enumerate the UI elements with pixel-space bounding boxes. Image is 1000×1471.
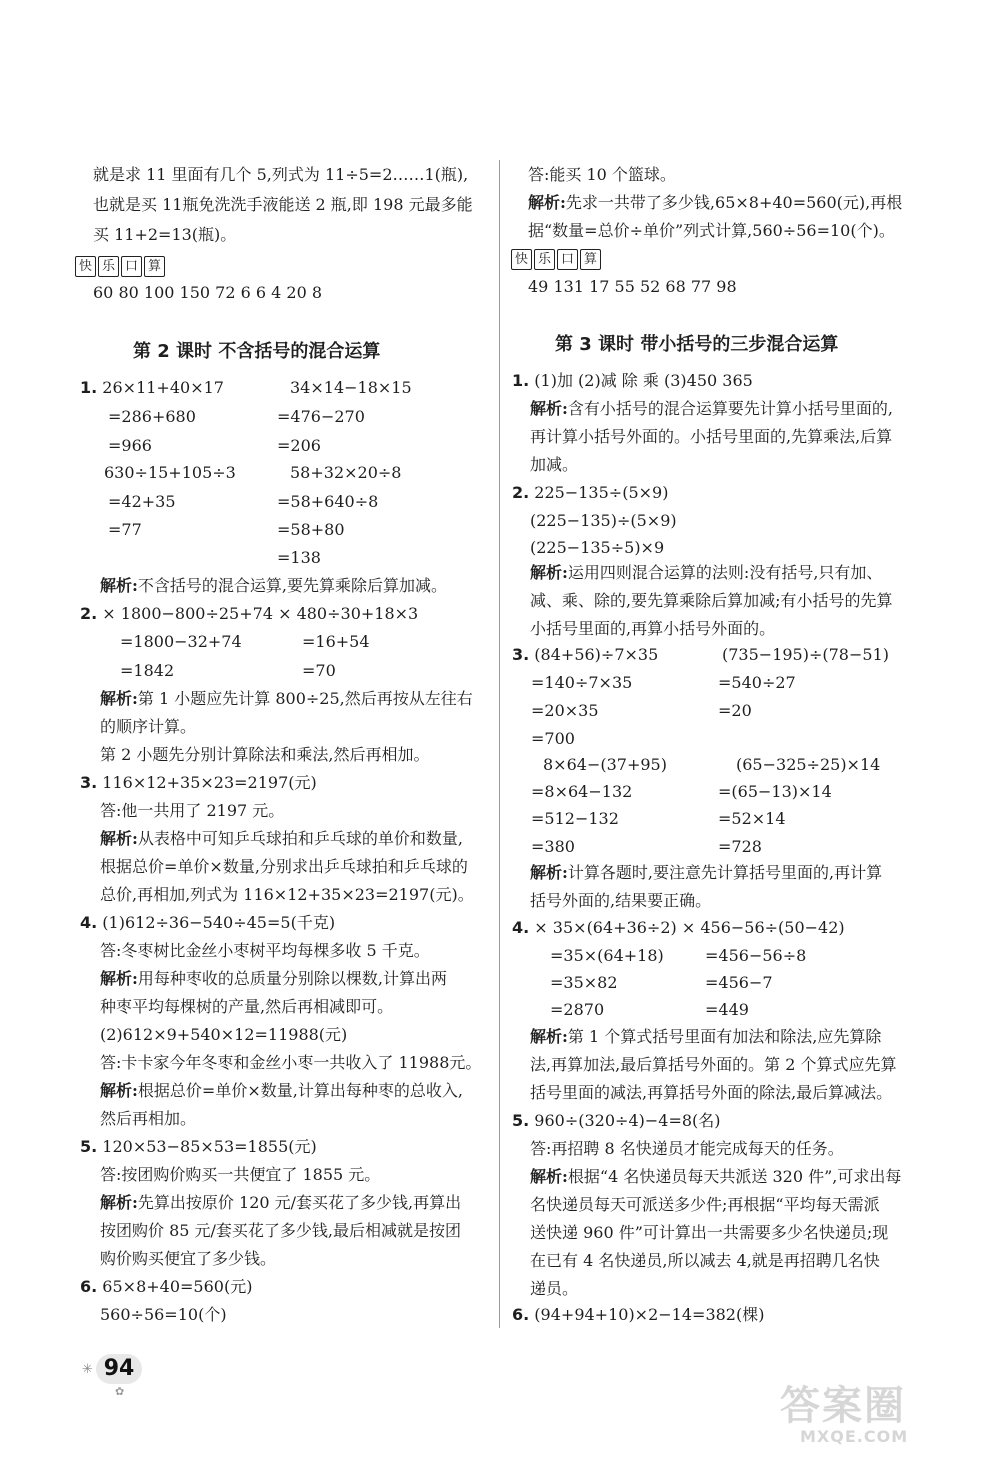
line-text: 答:按团购价购买一共便宜了 1855 元。 (100, 1165, 381, 1184)
line-text: 按团购价 85 元/套买花了多少钱,最后相减就是按团 (100, 1221, 462, 1240)
line-text: =20×35 (531, 701, 599, 720)
text-line (302, 660, 336, 682)
line-text: =512−132 (531, 809, 619, 828)
question-number: 5. (512, 1111, 530, 1130)
text-line (718, 836, 762, 858)
line-text: 然后再相加。 (100, 1109, 197, 1128)
text-line (550, 999, 604, 1021)
line-text: =77 (108, 520, 142, 539)
text-line (277, 547, 321, 569)
line-text: 120×53−85×53=1855(元) (97, 1137, 317, 1156)
line-text: =476−270 (277, 407, 365, 426)
text-line (530, 1082, 892, 1104)
flower-icon: ✿ (115, 1385, 125, 1398)
line-text: × 35×(64+36÷2) × 456−56÷(50−42) (529, 918, 845, 937)
analysis-line (530, 1026, 881, 1048)
question-number: 2. (80, 604, 98, 623)
question-line (80, 377, 224, 399)
line-text: 65×8+40=560(元) (97, 1277, 253, 1296)
line-text: (2)612×9+540×12=11988(元) (100, 1025, 348, 1044)
lesson-title: 第 3 课时 带小括号的三步混合运算 (555, 334, 839, 355)
line-text: (1)加 (2)减 除 乘 (3)450 365 (529, 371, 753, 390)
line-text: =35×(64+18) (550, 946, 664, 965)
question-number: 5. (80, 1137, 98, 1156)
question-number: 3. (80, 773, 98, 792)
badge-char: 乐 (98, 256, 119, 277)
line-text: =540÷27 (718, 673, 796, 692)
question-line (512, 917, 845, 939)
question-line (80, 772, 317, 794)
line-text: =206 (277, 436, 321, 455)
question-number: 1. (512, 371, 530, 390)
line-text: 第 2 小题先分别计算除法和乘法,然后再相加。 (100, 745, 430, 764)
analysis-line (100, 1192, 461, 1214)
text-line (302, 631, 370, 653)
text-line (550, 945, 664, 967)
text-line (93, 194, 473, 216)
line-text: 也就是买 11瓶免洗洗手液能送 2 瓶,即 198 元最多能 (93, 195, 473, 214)
text-line (530, 510, 677, 532)
line-text: =286+680 (108, 407, 196, 426)
analysis-line (530, 562, 882, 584)
text-line (100, 1164, 380, 1186)
analysis-line (100, 828, 463, 850)
line-text: 答:能买 10 个篮球。 (528, 165, 676, 184)
text-line (100, 1248, 276, 1270)
line-text: (225−135)÷(5×9) (530, 511, 677, 530)
text-line (550, 972, 618, 994)
text-line (528, 220, 895, 242)
text-line (705, 945, 806, 967)
line-text: 种枣平均每棵树的产量,然后再相减即可。 (100, 997, 394, 1016)
text-line (528, 276, 737, 298)
badge-char: 算 (580, 249, 601, 270)
line-text: =456−56÷8 (705, 946, 807, 965)
text-line (100, 1304, 227, 1326)
line-text: =42+35 (108, 492, 176, 511)
analysis-label: 解析: (530, 1167, 568, 1186)
analysis-label: 解析: (100, 829, 138, 848)
line-text: 34×14−18×15 (290, 378, 412, 397)
line-text: 答:他一共用了 2197 元。 (100, 801, 285, 820)
text-line (528, 164, 676, 186)
question-number: 4. (80, 913, 98, 932)
badge-char: 口 (557, 249, 578, 270)
kuaile-kousuan-badge (511, 249, 601, 270)
line-text: =1842 (120, 661, 175, 680)
line-text: 960÷(320÷4)−4=8(名) (529, 1111, 721, 1130)
line-text: 含有小括号的混合运算要先计算小括号里面的, (567, 399, 894, 418)
line-text: (735−195)÷(78−51) (722, 645, 889, 664)
line-text: =70 (302, 661, 336, 680)
text-line (530, 1138, 844, 1160)
analysis-line (528, 192, 902, 214)
question-number: 6. (80, 1277, 98, 1296)
page-number: 94 (96, 1354, 142, 1384)
text-line (100, 744, 429, 766)
line-text: 递员。 (530, 1279, 579, 1298)
line-text: 49 131 17 55 52 68 77 98 (528, 277, 737, 296)
text-line (530, 890, 711, 912)
line-text: 第 1 个算式括号里面有加法和除法,应先算除 (567, 1027, 882, 1046)
line-text: 的顺序计算。 (100, 717, 197, 736)
line-text: =35×82 (550, 973, 618, 992)
text-line (705, 972, 773, 994)
analysis-label: 解析: (100, 1081, 138, 1100)
line-text: 从表格中可知乒乓球拍和乒乓球的单价和数量, (137, 829, 464, 848)
text-line (104, 462, 236, 484)
lesson-title: 第 2 课时 不含括号的混合运算 (133, 341, 381, 362)
analysis-label: 解析: (528, 193, 566, 212)
text-line (277, 435, 321, 457)
text-line (718, 672, 796, 694)
badge-char: 乐 (534, 249, 555, 270)
line-text: =20 (718, 701, 752, 720)
analysis-label: 解析: (100, 689, 138, 708)
line-text: 225−135÷(5×9) (529, 483, 669, 502)
text-line (530, 1054, 897, 1076)
line-text: 再计算小括号外面的。小括号里面的,先算乘法,后算 (530, 427, 893, 446)
text-line (736, 754, 880, 776)
line-text: 答:再招聘 8 名快递员才能完成每天的任务。 (530, 1139, 844, 1158)
text-line (531, 781, 632, 803)
line-text: (225−135÷5)×9 (530, 538, 665, 557)
analysis-line (100, 1080, 463, 1102)
line-text: 根据总价=单价×数量,分别求出乒乓球拍和乒乓球的 (100, 857, 468, 876)
badge-char: 快 (511, 249, 532, 270)
analysis-line (100, 688, 473, 710)
text-line (530, 590, 892, 612)
text-line (530, 1194, 880, 1216)
text-line (100, 856, 468, 878)
line-text: 不含括号的混合运算,要先算乘除后算加减。 (137, 576, 448, 595)
analysis-label: 解析: (100, 576, 138, 595)
line-text: =2870 (550, 1000, 605, 1019)
question-line (80, 603, 418, 625)
text-line (530, 537, 664, 559)
text-line (93, 282, 322, 304)
column-divider (499, 160, 500, 1328)
question-line (80, 1136, 317, 1158)
analysis-label: 解析: (530, 399, 568, 418)
text-line (108, 491, 176, 513)
line-text: =456−7 (705, 973, 773, 992)
line-text: 58+32×20÷8 (290, 463, 402, 482)
text-line (108, 519, 142, 541)
text-line (530, 1250, 880, 1272)
text-line (705, 999, 749, 1021)
line-text: =8×64−132 (531, 782, 633, 801)
line-text: 括号外面的,结果要正确。 (530, 891, 712, 910)
text-line (100, 1108, 196, 1130)
text-line (120, 631, 242, 653)
line-text: 名快递员每天可派送多少件;再根据“平均每天需派 (530, 1195, 880, 1214)
line-text: 计算各题时,要注意先计算括号里面的,再计算 (567, 863, 883, 882)
line-text: 就是求 11 里面有几个 5,列式为 11÷5=2……1(瓶), (93, 165, 469, 184)
text-line (531, 836, 575, 858)
text-line (530, 1278, 578, 1300)
line-text: 法,再算加法,最后算括号外面的。第 2 个算式应先算 (530, 1055, 897, 1074)
watermark-url: MXQE.COM (800, 1427, 909, 1446)
line-text: 根据“4 名快递员每天共派送 320 件”,可求出每 (567, 1167, 902, 1186)
analysis-line (530, 1166, 901, 1188)
analysis-line (530, 398, 893, 420)
text-line (543, 754, 667, 776)
text-line (120, 660, 174, 682)
line-text: 在已有 4 名快递员,所以减去 4,就是再招聘几名快 (530, 1251, 880, 1270)
text-line (100, 1052, 481, 1074)
line-text: 先求一共带了多少钱,65×8+40=560(元),再根 (565, 193, 903, 212)
text-line (108, 435, 152, 457)
question-line (512, 370, 753, 392)
text-line (718, 808, 786, 830)
badge-char: 口 (121, 256, 142, 277)
text-line (531, 808, 619, 830)
line-text: (94+94+10)×2−14=382(棵) (529, 1305, 765, 1324)
question-number: 6. (512, 1305, 530, 1324)
analysis-line (530, 862, 882, 884)
line-text: 小括号里面的,再算小括号外面的。 (530, 619, 776, 638)
analysis-label: 解析: (530, 863, 568, 882)
line-text: 第 1 小题应先计算 800÷25,然后再按从左往右 (137, 689, 473, 708)
text-line (530, 1222, 888, 1244)
text-line (100, 1220, 461, 1242)
analysis-line (100, 968, 447, 990)
line-text: 总价,再相加,列式为 116×12+35×23=2197(元)。 (100, 885, 474, 904)
text-line (531, 728, 575, 750)
line-text: =700 (531, 729, 575, 748)
star-icon: ✳ (82, 1362, 93, 1377)
analysis-label: 解析: (530, 1027, 568, 1046)
text-line (100, 996, 393, 1018)
text-line (93, 224, 236, 246)
text-line (718, 700, 752, 722)
text-line (718, 781, 832, 803)
question-line (512, 644, 658, 666)
line-text: 送快递 960 件”可计算出一共需要多少名快递员;现 (530, 1223, 889, 1242)
line-text: =58+80 (277, 520, 345, 539)
text-line (100, 1024, 347, 1046)
line-text: =728 (718, 837, 762, 856)
line-text: =58+640÷8 (277, 492, 379, 511)
line-text: =380 (531, 837, 575, 856)
text-line (530, 618, 775, 640)
line-text: =138 (277, 548, 321, 567)
line-text: 116×12+35×23=2197(元) (97, 773, 317, 792)
question-line (512, 1110, 721, 1132)
line-text: 630÷15+105÷3 (104, 463, 236, 482)
line-text: 60 80 100 150 72 6 6 4 20 8 (93, 283, 323, 302)
line-text: 买 11+2=13(瓶)。 (93, 225, 237, 244)
question-line (80, 912, 335, 934)
line-text: 括号里面的减法,再算括号外面的除法,最后算减法。 (530, 1083, 893, 1102)
line-text: 26×11+40×17 (97, 378, 224, 397)
analysis-label: 解析: (100, 969, 138, 988)
text-line (530, 454, 578, 476)
analysis-label: 解析: (100, 1193, 138, 1212)
line-text: 据“数量=总价÷单价”列式计算,560÷56=10(个)。 (528, 221, 895, 240)
line-text: (1)612÷36−540÷45=5(千克) (97, 913, 336, 932)
text-line (100, 716, 196, 738)
text-line (93, 164, 468, 186)
text-line (100, 800, 284, 822)
watermark (780, 1385, 980, 1446)
line-text: 答:冬枣树比金丝小枣树平均每棵多收 5 千克。 (100, 941, 430, 960)
line-text: 减、乘、除的,要先算乘除后算加减;有小括号的先算 (530, 591, 893, 610)
question-line (512, 1304, 764, 1326)
line-text: (84+56)÷7×35 (529, 645, 659, 664)
analysis-label: 解析: (530, 563, 568, 582)
line-text: 运用四则混合运算的法则:没有括号,只有加、 (567, 563, 883, 582)
badge-char: 算 (144, 256, 165, 277)
line-text: =140÷7×35 (531, 673, 633, 692)
text-line (277, 406, 365, 428)
line-text: 560÷56=10(个) (100, 1305, 227, 1324)
line-text: =(65−13)×14 (718, 782, 832, 801)
badge-char: 快 (75, 256, 96, 277)
question-number: 2. (512, 483, 530, 502)
text-line (277, 519, 345, 541)
text-line (100, 884, 474, 906)
text-line (100, 940, 430, 962)
line-text: =52×14 (718, 809, 786, 828)
text-line (108, 406, 196, 428)
line-text: =449 (705, 1000, 749, 1019)
watermark-logo: 答案圈 (780, 1383, 906, 1429)
text-line (722, 644, 889, 666)
line-text: 根据总价=单价×数量,计算出每种枣的总收入, (137, 1081, 463, 1100)
text-line (531, 700, 599, 722)
line-text: 加减。 (530, 455, 579, 474)
line-text: 答:卡卡家今年冬枣和金丝小枣一共收入了 11988元。 (100, 1053, 482, 1072)
text-line (531, 672, 632, 694)
line-text: × 1800−800÷25+74 × 480÷30+18×3 (97, 604, 419, 623)
line-text: 8×64−(37+95) (543, 755, 667, 774)
kuaile-kousuan-badge (75, 256, 165, 277)
line-text: 先算出按原价 120 元/套买花了多少钱,再算出 (137, 1193, 462, 1212)
line-text: 购价购买便宜了多少钱。 (100, 1249, 277, 1268)
text-line (290, 462, 401, 484)
question-number: 3. (512, 645, 530, 664)
question-number: 4. (512, 918, 530, 937)
question-number: 1. (80, 378, 98, 397)
analysis-line (100, 575, 447, 597)
line-text: =1800−32+74 (120, 632, 242, 651)
line-text: 用每种枣收的总质量分别除以棵数,计算出两 (137, 969, 448, 988)
text-line (277, 491, 378, 513)
question-line (80, 1276, 252, 1298)
line-text: (65−325÷25)×14 (736, 755, 881, 774)
line-text: =16+54 (302, 632, 370, 651)
line-text: =966 (108, 436, 152, 455)
question-line (512, 482, 668, 504)
text-line (530, 426, 892, 448)
text-line (290, 377, 412, 399)
